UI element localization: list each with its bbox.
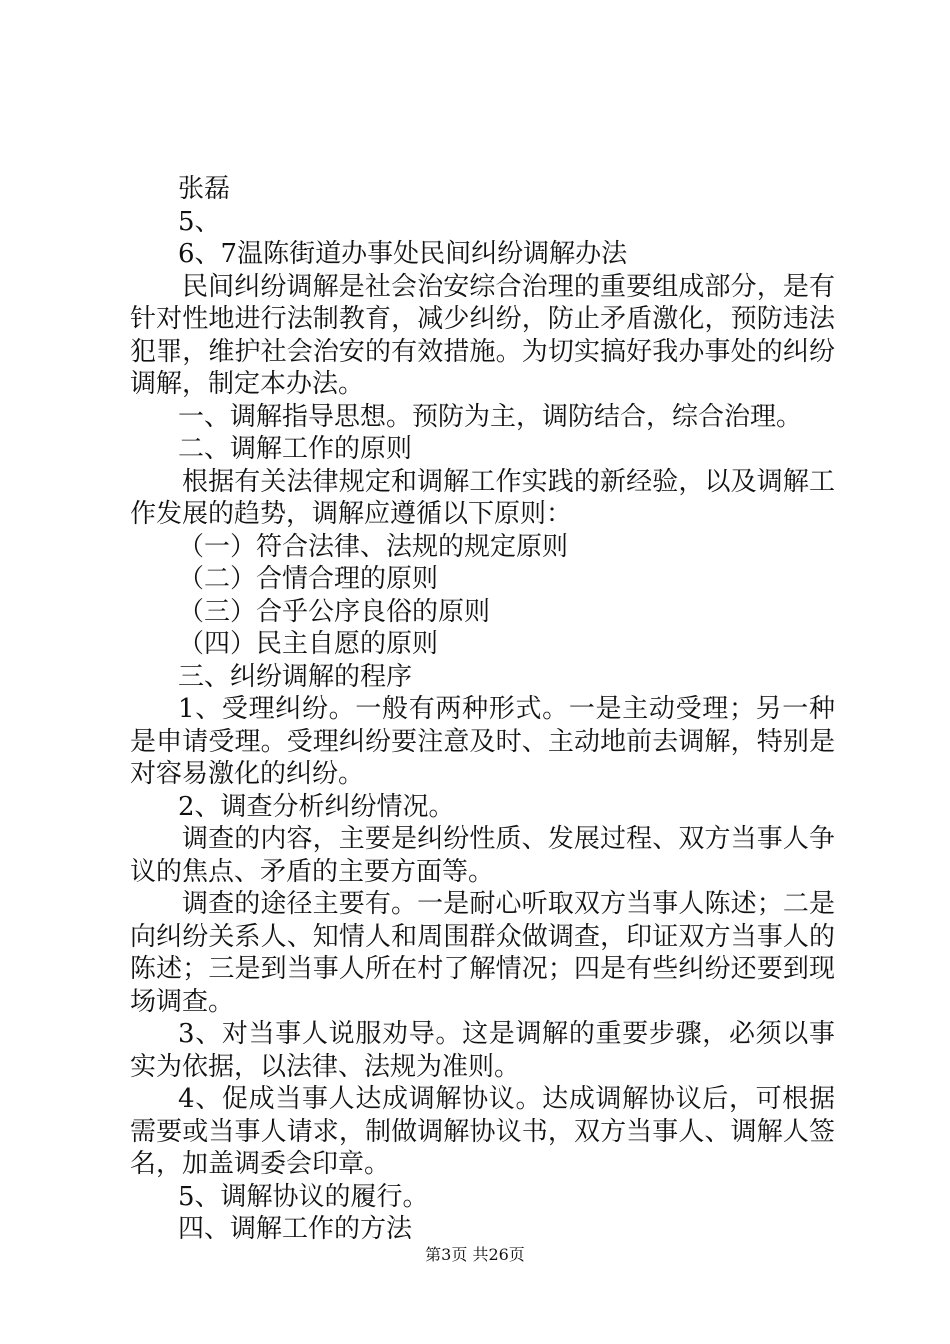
paragraph: 张磊 <box>178 174 231 204</box>
paragraph: （一）符合法律、法规的规定原则 <box>178 531 569 562</box>
paragraph: 四、调解工作的方法 <box>178 1214 413 1244</box>
paragraph: 1、受理纠纷。一般有两种形式。一是主动受理；另一种是申请受理。受理纠纷要注意及时、主动地前去调解，特别是对容易激化的纠纷。 <box>130 694 835 789</box>
paragraph: 3、对当事人说服劝导。这是调解的重要步骤，必须以事实为依据，以法律、法规为准则。 <box>130 1019 835 1082</box>
page-footer: 第3页 共26页 <box>425 1245 525 1264</box>
document-body <box>130 173 835 1246</box>
paragraph: 调查的内容，主要是纠纷性质、发展过程、双方当事人争议的焦点、矛盾的主要方面等。 <box>130 824 835 887</box>
paragraph: （二）合情合理的原则 <box>178 564 439 594</box>
paragraph: 6、7温陈街道办事处民间纠纷调解办法 <box>178 239 628 269</box>
paragraph: 一、调解指导思想。预防为主，调防结合，综合治理。 <box>178 401 803 432</box>
paragraph: （三）合乎公序良俗的原则 <box>178 596 491 627</box>
paragraph: 调查的途径主要有。一是耐心听取双方当事人陈述；二是向纠纷关系人、知情人和周围群众做调查，印证双方当事人的陈述；三是到当事人所在村了解情况；四是有些纠纷还要到现场调查。 <box>130 889 835 1017</box>
paragraph: 民间纠纷调解是社会治安综合治理的重要组成部分，是有针对性地进行法制教育，减少纠纷，防止矛盾激化，预防违法犯罪，维护社会治安的有效措施。为切实搞好我办事处的纠纷调解，制定本办法。 <box>130 271 835 399</box>
paragraph: 4、促成当事人达成调解协议。达成调解协议后，可根据需要或当事人请求，制做调解协议书，双方当事人、调解人签名，加盖调委会印章。 <box>130 1084 835 1179</box>
paragraph: 2、调查分析纠纷情况。 <box>178 791 455 822</box>
paragraph: 5、 <box>178 206 221 237</box>
paragraph: 三、纠纷调解的程序 <box>178 661 413 692</box>
paragraph: 5、调解协议的履行。 <box>178 1181 429 1212</box>
paragraph: 二、调解工作的原则 <box>178 434 413 464</box>
paragraph: （四）民主自愿的原则 <box>178 629 439 659</box>
paragraph: 根据有关法律规定和调解工作实践的新经验，以及调解工作发展的趋势，调解应遵循以下原则： <box>130 466 835 529</box>
